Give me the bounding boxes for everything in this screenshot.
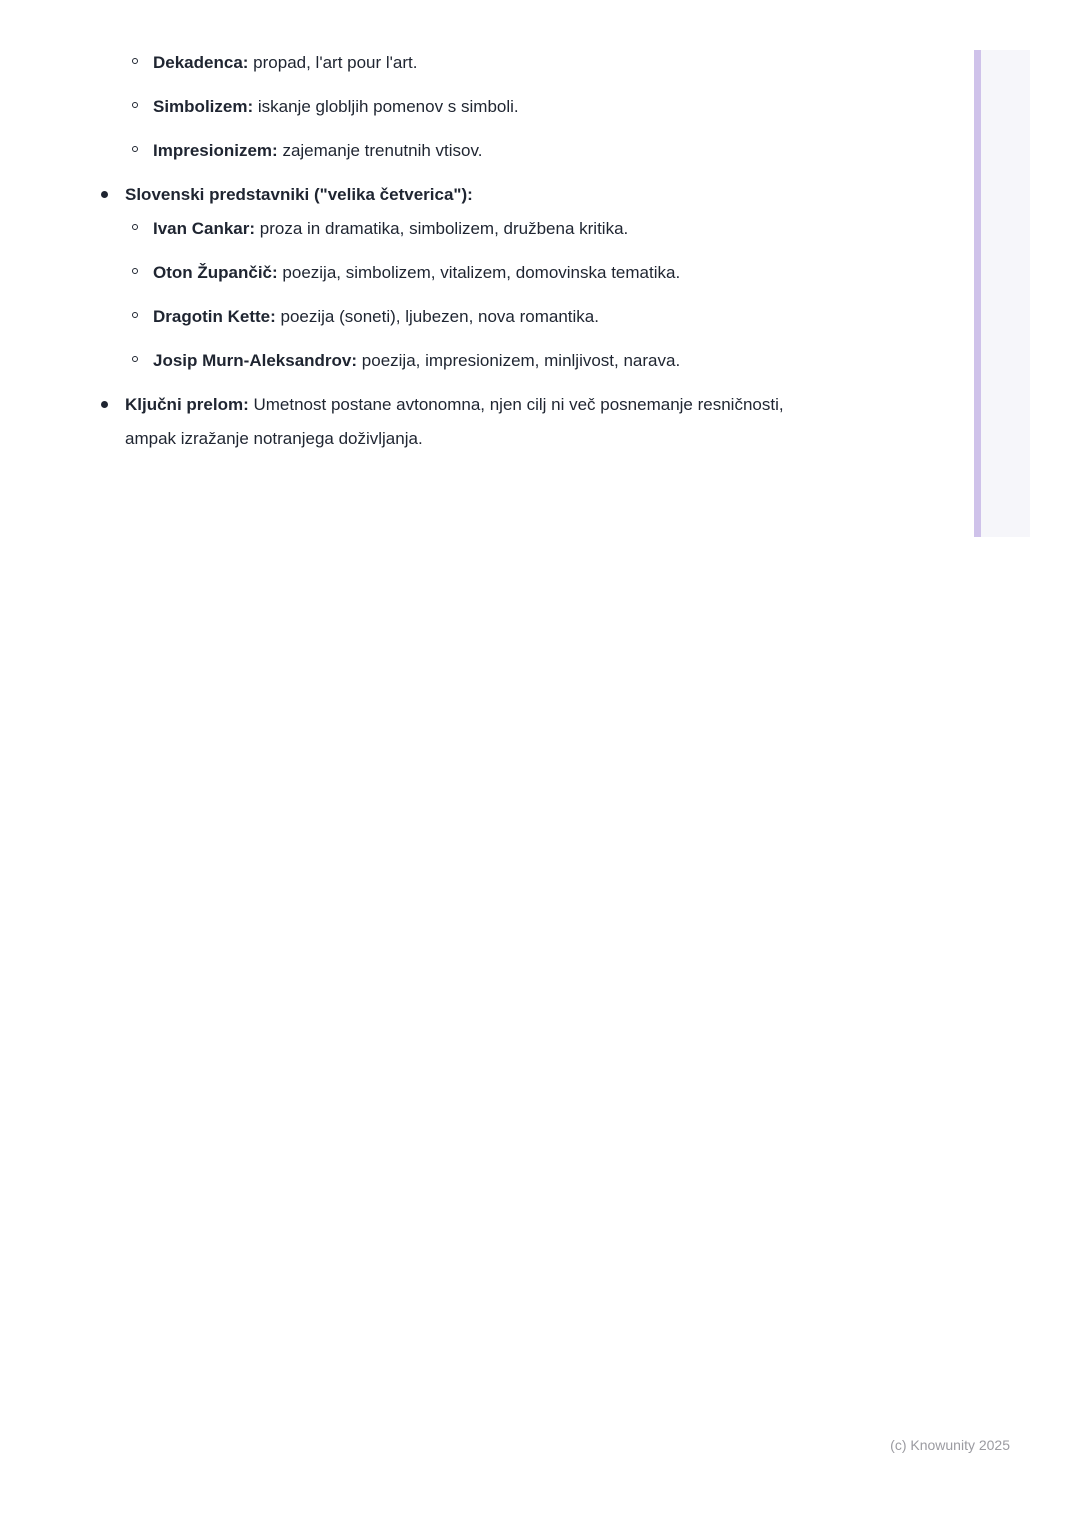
list-item — [0, 46, 900, 80]
intro-sublist — [0, 46, 900, 168]
list-item-label: Impresionizem: — [153, 141, 278, 160]
list-item — [0, 212, 900, 246]
list-item-text — [153, 212, 628, 246]
list-item-body: poezija, impresionizem, minljivost, narava. — [361, 351, 681, 370]
circle-bullet-icon — [132, 224, 138, 230]
list-item-label: Ivan Cankar: — [153, 219, 256, 238]
list-item-text — [153, 256, 680, 290]
list-item-text — [153, 46, 417, 80]
list-item-label: Slovenski predstavniki ("velika četverica"): — [125, 185, 473, 204]
disc-bullet-icon — [101, 191, 108, 198]
list-item-label: Dekadenca: — [153, 53, 249, 72]
list-item-label: Dragotin Kette: — [153, 307, 276, 326]
list-item — [0, 178, 900, 378]
list-item — [0, 388, 900, 456]
circle-bullet-icon — [132, 312, 138, 318]
list-item — [0, 134, 900, 168]
list-item-text — [153, 300, 599, 334]
list-item-label: Ključni prelom: — [125, 395, 249, 414]
list-item — [0, 344, 900, 378]
list-item-text — [125, 388, 825, 456]
nested-sublist — [0, 212, 900, 378]
list-item-text — [125, 178, 473, 212]
list-item-text — [153, 90, 519, 124]
list-item-body: zajemanje trenutnih vtisov. — [282, 141, 483, 160]
margin-highlight-bar — [974, 50, 1030, 537]
list-item — [0, 90, 900, 124]
list-item-body: Umetnost postane avtonomna, njen cilj ni več posnemanje resničnosti, ampak izražanje notranjega doživljanja. — [125, 395, 784, 448]
circle-bullet-icon — [132, 356, 138, 362]
list-item-label: Simbolizem: — [153, 97, 254, 116]
list-item-label: Oton Župančič: — [153, 263, 278, 282]
list-item-text — [153, 344, 680, 378]
circle-bullet-icon — [132, 102, 138, 108]
list-item-body: propad, l'art pour l'art. — [253, 53, 418, 72]
footer-copyright: (c) Knowunity 2025 — [890, 1437, 1010, 1453]
list-item-body: proza in dramatika, simbolizem, družbena kritika. — [259, 219, 629, 238]
list-item-body: poezija, simbolizem, vitalizem, domovinska tematika. — [282, 263, 681, 282]
list-item — [0, 300, 900, 334]
circle-bullet-icon — [132, 58, 138, 64]
list-item-text — [153, 134, 482, 168]
list-item-body: poezija (soneti), ljubezen, nova romantika. — [280, 307, 599, 326]
circle-bullet-icon — [132, 268, 138, 274]
list-item-body: iskanje globljih pomenov s simboli. — [257, 97, 519, 116]
disc-bullet-icon — [101, 401, 108, 408]
document-content — [0, 46, 900, 466]
circle-bullet-icon — [132, 146, 138, 152]
list-item-label: Josip Murn-Aleksandrov: — [153, 351, 358, 370]
main-list — [0, 178, 900, 456]
list-item — [0, 256, 900, 290]
